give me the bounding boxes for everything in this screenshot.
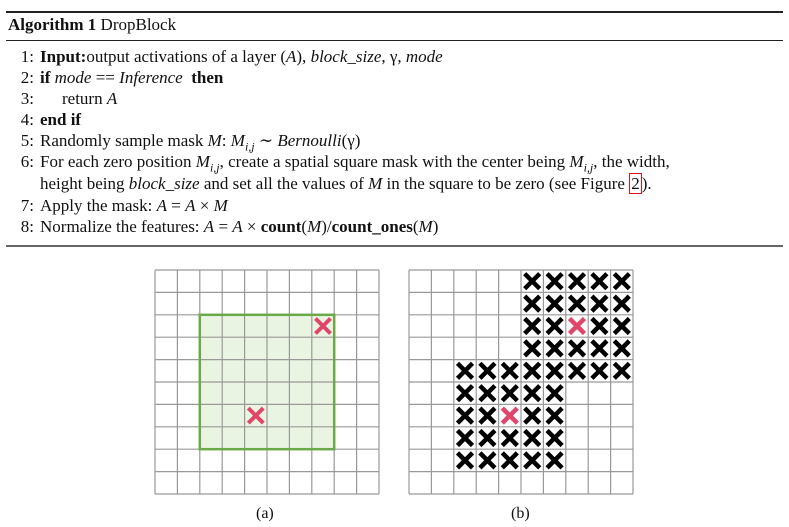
line-text: , create a spatial square mask with the center being [219,152,570,171]
line-text: ), [296,47,311,66]
figure-reference-link[interactable]: 2 [631,174,640,193]
line-text: A [185,196,196,215]
dropped-x-mark [525,431,540,446]
line-text: A [156,196,168,215]
dropped-x-mark [614,363,629,378]
dropped-x-mark [502,453,517,468]
dropped-x-mark [525,408,540,423]
dropped-x-mark [614,341,629,356]
line-number: 6: [20,152,34,171]
line-text: mode [405,47,443,66]
dropped-x-mark [547,363,562,378]
algorithm-line [0,68,223,88]
line-text: Inference [119,68,183,87]
dropped-x-mark [547,453,562,468]
dropped-x-mark [547,386,562,401]
dropped-x-mark [502,386,517,401]
dropped-x-mark [592,296,607,311]
line-text: = [167,196,186,215]
dropped-x-mark [614,274,629,289]
dropped-x-mark [458,431,473,446]
algorithm-line [0,217,438,237]
algorithm-line [0,174,652,194]
caption-b: (b) [511,505,530,522]
line-text: Randomly sample mask [40,131,208,150]
line-text: count [260,217,302,236]
dropped-x-mark [614,319,629,334]
algorithm-line [0,47,443,67]
line-text: (γ) [341,131,361,150]
line-text: A [286,47,297,66]
line-text: i,j [583,160,594,175]
line-text: Apply the mask: [40,196,157,215]
dropped-x-mark [458,386,473,401]
dropped-x-mark [570,341,585,356]
algorithm-title: Algorithm 1 DropBlock [8,15,177,34]
dropped-x-mark [547,431,562,446]
line-text: then [182,68,224,87]
line-text: ∼ [254,131,278,150]
top-rule [6,11,783,13]
line-number: 3: [20,89,34,108]
line-text: , the width, [593,152,670,171]
line-text: M [368,174,383,193]
dropped-x-mark [592,319,607,334]
center-x-mark [570,319,585,334]
line-text: output activations of a layer ( [86,47,286,66]
dropped-x-mark [570,274,585,289]
line-number: 8: [20,217,34,236]
line-text: M [230,131,245,150]
dropped-x-mark [525,319,540,334]
line-text: Bernoulli [277,131,342,150]
algorithm-line [0,152,670,175]
line-text: )/ [321,217,332,236]
line-text: if [40,68,55,87]
line-text: return [62,89,107,108]
line-number: 4: [20,110,34,129]
line-text: Normalize the features: [40,217,204,236]
figure-b-grid [404,265,639,500]
line-text: == [91,68,120,87]
line-number: 1: [20,47,34,66]
line-text: end if [40,110,82,129]
dropped-x-mark [570,296,585,311]
dropped-x-mark [525,386,540,401]
dropped-x-mark [525,296,540,311]
dropped-x-mark [458,408,473,423]
line-text: M [569,152,584,171]
dropped-x-mark [480,386,495,401]
dropped-x-mark [458,453,473,468]
line-text: Input: [40,47,87,66]
line-text: M [207,131,222,150]
line-number: 7: [20,196,34,215]
dropped-x-mark [592,274,607,289]
dropped-x-mark [614,296,629,311]
dropped-x-mark [547,341,562,356]
line-text: height being [40,174,129,193]
line-text: × [242,217,261,236]
dropped-x-mark [547,408,562,423]
dropped-x-mark [502,431,517,446]
algorithm-line [0,89,117,109]
dropped-x-mark [458,363,473,378]
dropped-x-mark [547,274,562,289]
line-text: block_size [128,174,200,193]
dropped-x-mark [592,341,607,356]
line-text: For each zero position [40,152,196,171]
line-text: ( [412,217,419,236]
line-text: i,j [209,160,220,175]
dropped-x-mark [502,363,517,378]
dropped-x-mark [480,453,495,468]
line-text: × [195,196,214,215]
line-text: M [195,152,210,171]
line-text: mode [54,68,92,87]
figure-a-grid [150,265,385,500]
line-text: in the square to be zero (see Figure [382,174,630,193]
algorithm-line [0,110,81,130]
dropped-x-mark [547,296,562,311]
dropped-x-mark [592,363,607,378]
dropped-x-mark [480,431,495,446]
line-text: A [232,217,243,236]
line-text: M [307,217,322,236]
caption-a: (a) [256,505,274,522]
line-number: 5: [20,131,34,150]
dropped-x-mark [480,408,495,423]
header-rule [6,40,783,41]
dropped-x-mark [525,274,540,289]
dropped-x-mark [525,363,540,378]
line-text: A [203,217,215,236]
line-text: ( [301,217,308,236]
line-text: ) [432,217,439,236]
line-text: M [418,217,433,236]
line-number: 2: [20,68,34,87]
center-x-mark [502,408,517,423]
algorithm-line [0,196,228,216]
line-text: and set all the values of [199,174,369,193]
dropped-x-mark [547,319,562,334]
bottom-rule [6,245,783,247]
dropped-x-mark [480,363,495,378]
line-text: : [221,131,231,150]
line-text: M [213,196,228,215]
line-text: count_ones [331,217,413,236]
line-text: , γ, [381,47,406,66]
line-text: A [106,89,118,108]
dropped-x-mark [525,341,540,356]
line-text: ). [641,174,652,193]
line-text: block_size [310,47,382,66]
dropped-x-mark [525,453,540,468]
line-text: = [214,217,233,236]
line-text: i,j [244,139,255,154]
algorithm-line [0,131,360,154]
dropped-x-mark [570,363,585,378]
